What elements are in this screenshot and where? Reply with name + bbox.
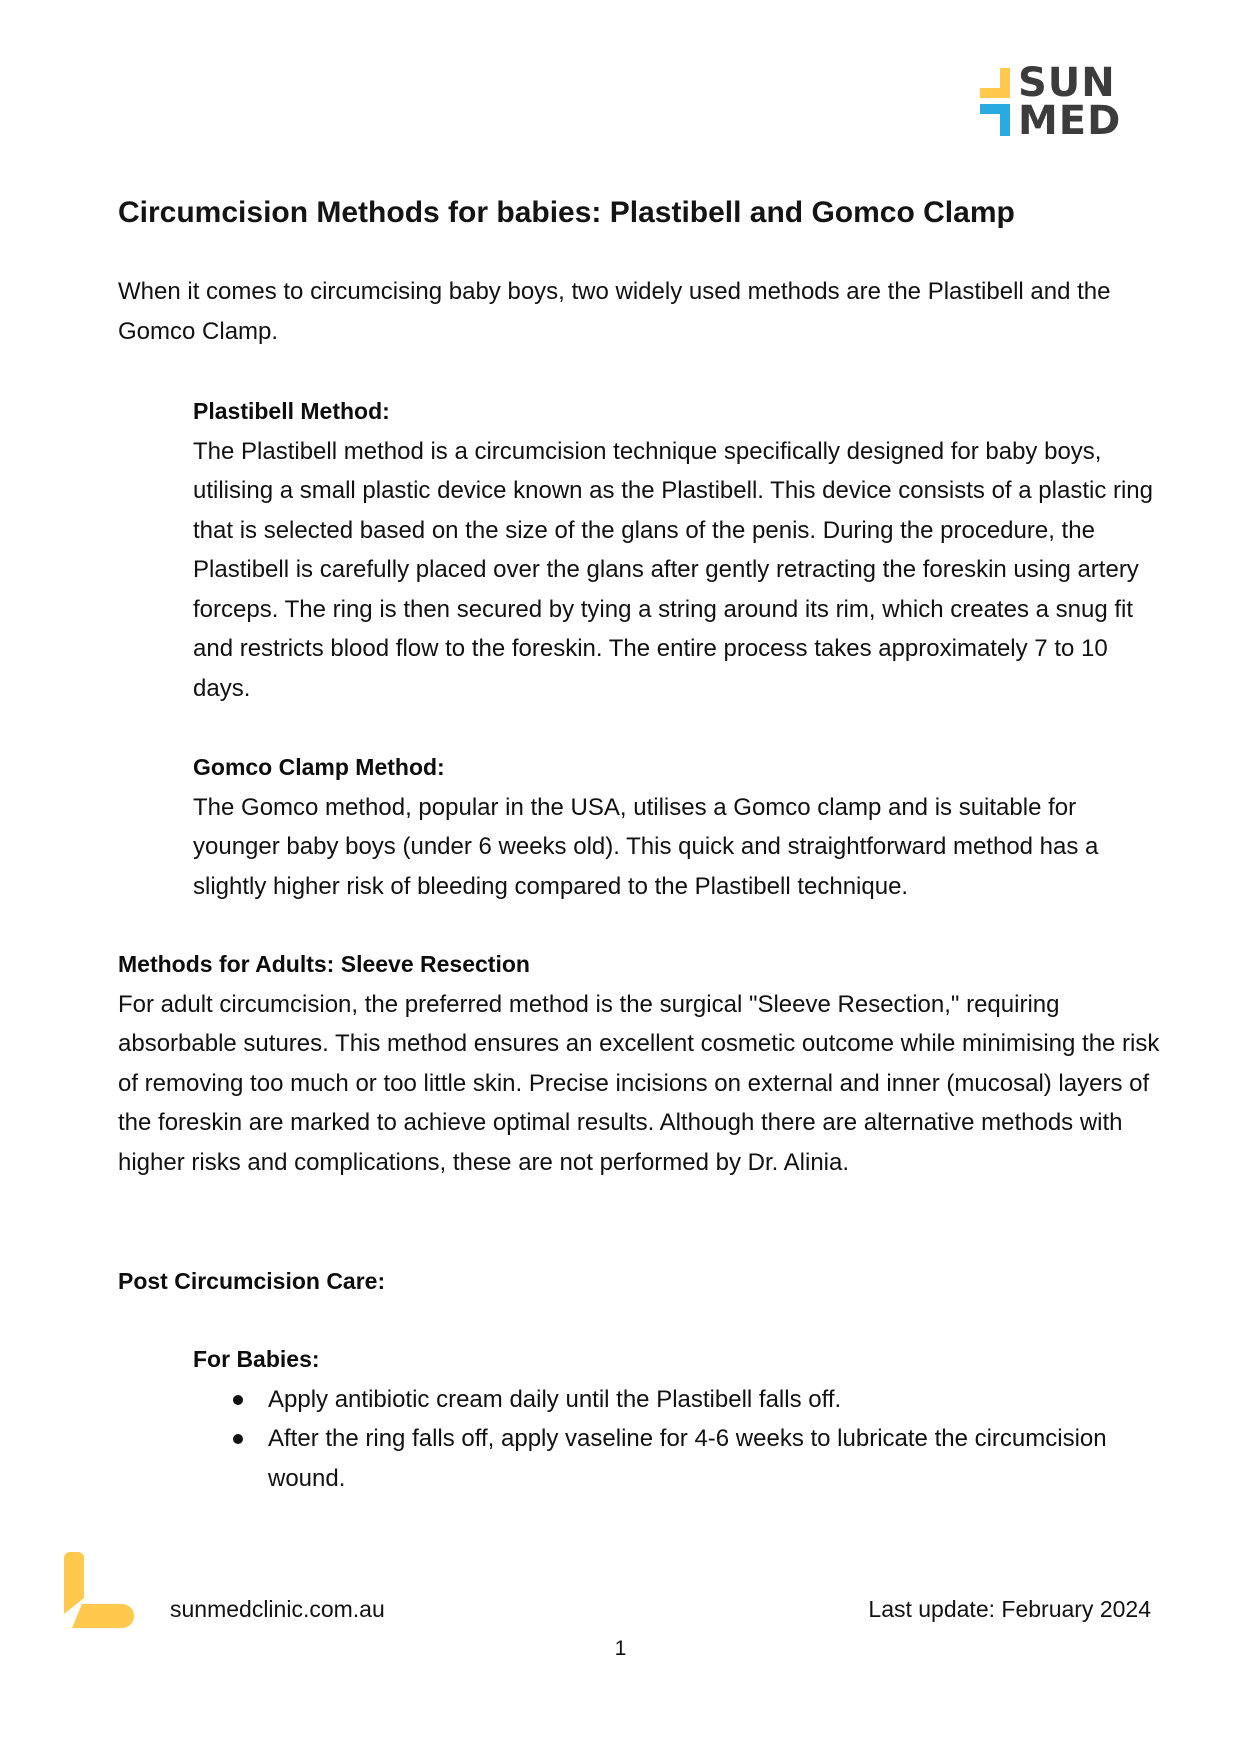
footer-last-update: Last update: February 2024 (868, 1596, 1151, 1622)
post-care-section (118, 1262, 1163, 1302)
logo-word-sun: SUN (1018, 60, 1116, 106)
logo-word-med: MED (1018, 98, 1122, 144)
bullet-text: After the ring falls off, apply vaseline for 4-6 weeks to lubricate the circumcision wound. (268, 1425, 1107, 1492)
gomco-section (193, 748, 1163, 906)
intro-paragraph: When it comes to circumcising baby boys, two widely used methods are the Plastibell and the Gomco Clamp. (118, 278, 1111, 345)
logo-cross-icon (978, 64, 1018, 144)
babies-section (193, 1340, 1163, 1498)
list-item (193, 1380, 1163, 1420)
gomco-text: The Gomco method, popular in the USA, utilises a Gomco clamp and is suitable for younger baby boys (under 6 weeks old). This quick and straightforward method has a slightly higher risk of bleeding compared to the Plastibell technique. (193, 793, 1099, 900)
page-number: 1 (614, 1637, 627, 1660)
babies-heading: For Babies: (193, 1346, 320, 1372)
footer-website: sunmedclinic.com.au (170, 1596, 385, 1622)
gomco-heading: Gomco Clamp Method: (193, 754, 445, 780)
footer-logo-mark-icon (64, 1552, 144, 1632)
logo-wordmark (1018, 60, 1122, 144)
plastibell-section (193, 392, 1163, 708)
adults-heading: Methods for Adults: Sleeve Resection (118, 951, 530, 977)
page-title: Circumcision Methods for babies: Plastibell and Gomco Clamp (118, 196, 1015, 229)
plastibell-heading: Plastibell Method: (193, 398, 390, 424)
adults-text: For adult circumcision, the preferred method is the surgical "Sleeve Resection," requiring absorbable sutures. This method ensures an excellent cosmetic outcome while minimising the risk of removing too much or too little skin. Precise incisions on external and inner (mucosal) layers of the foreskin are marked to achieve optimal results. Although there are alternative methods with higher risks and complications, these are not performed by Dr. Alinia. (118, 990, 1160, 1176)
babies-bullet-list (193, 1380, 1163, 1499)
bullet-icon (233, 1395, 243, 1405)
adults-section (118, 945, 1163, 1182)
bullet-text: Apply antibiotic cream daily until the Plastibell falls off. (268, 1385, 842, 1413)
sunmed-logo (978, 60, 1128, 144)
list-item (193, 1419, 1163, 1498)
bullet-icon (233, 1434, 243, 1444)
post-care-heading: Post Circumcision Care: (118, 1268, 386, 1294)
plastibell-text: The Plastibell method is a circumcision technique specifically designed for baby boys, utilising a small plastic device known as the Plastibell. This device consists of a plastic ring that is selected based on the size of the glans of the penis. During the procedure, the Plastibell is carefully placed over the glans after gently retracting the foreskin using artery forceps. The ring is then secured by tying a string around its rim, which creates a snug fit and restricts blood flow to the foreskin. The entire process takes approximately 7 to 10 days. (193, 437, 1153, 702)
